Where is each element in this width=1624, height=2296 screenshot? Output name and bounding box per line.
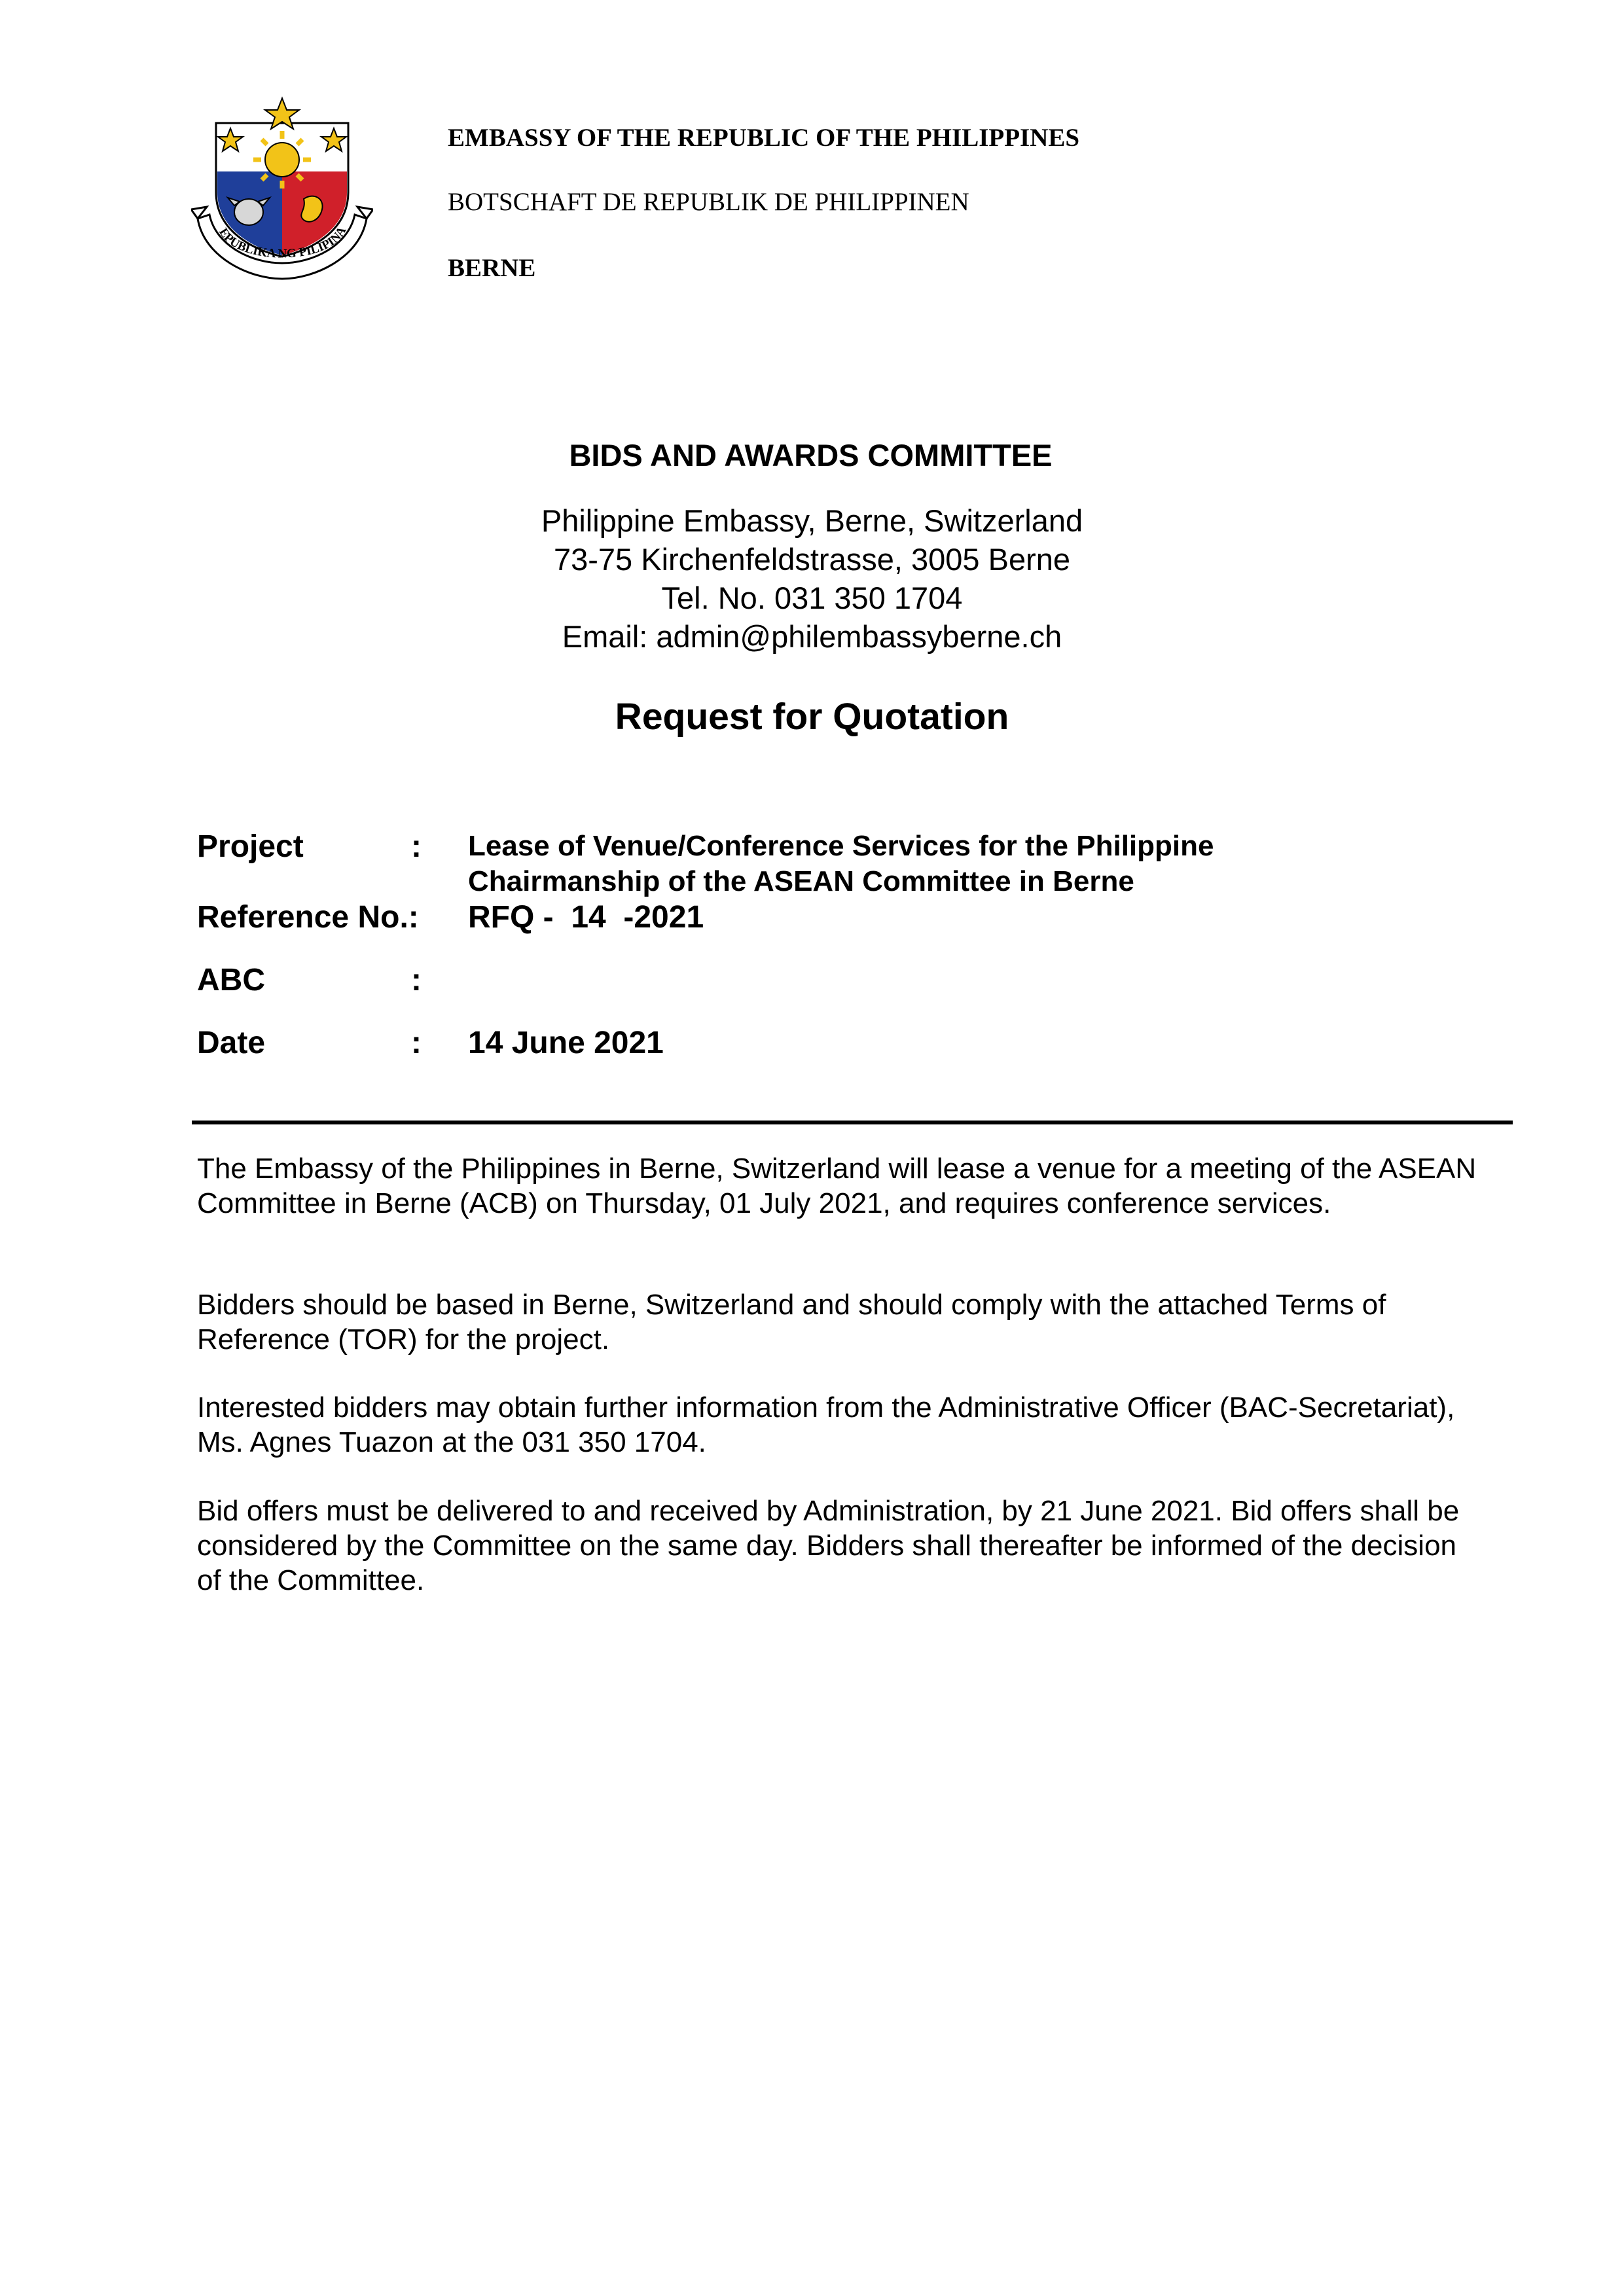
abc-colon: : [411,963,422,997]
email-line: Email: admin@philembassyberne.ch [562,619,1062,654]
abc-label: ABC [197,963,265,997]
body-paragraph-venue: The Embassy of the Philippines in Berne, Switzerland will lease a venue for a meeting of the ASEAN Committee in Berne (ACB) on Thursday, 01 July 2021, and requires conference services. [197,1153,1477,1219]
date-value: 14 June 2021 [468,1026,664,1060]
body-paragraph-bidders: Bidders should be based in Berne, Switzerland and should comply with the attached Terms of Reference (TOR) for the project. [197,1289,1386,1355]
embassy-name-german: BOTSCHAFT DE REPUBLIK DE PHILIPPINEN [448,188,969,216]
project-value-line2: Chairmanship of the ASEAN Committee in Berne [468,865,1134,897]
phone-line: Tel. No. 031 350 1704 [661,581,963,615]
body-paragraph-contact: Interested bidders may obtain further information from the Administrative Officer (BAC-Secretariat), Ms. Agnes Tuazon at the 031 350 1704. [197,1391,1455,1458]
address-line: 73-75 Kirchenfeldstrasse, 3005 Berne [553,542,1071,577]
document-title: Request for Quotation [615,696,1009,738]
reference-value: RFQ - 14 -2021 [468,900,704,935]
date-colon: : [411,1026,422,1060]
address-line: Philippine Embassy, Berne, Switzerland [541,503,1083,538]
horizontal-divider [192,1121,1513,1124]
committee-title: BIDS AND AWARDS COMMITTEE [569,438,1053,473]
embassy-name-english: EMBASSY OF THE REPUBLIC OF THE PHILIPPINES [448,124,1080,152]
project-colon: : [411,829,422,864]
project-label: Project [197,829,304,864]
project-value-line1: Lease of Venue/Conference Services for the Philippine [468,830,1214,862]
reference-label: Reference No.: [197,900,419,935]
embassy-city: BERNE [448,254,536,282]
svg-text:REPUBLIKA NG PILIPINAS: EPUBLIKA NG PILIPINA [216,224,350,261]
date-label: Date [197,1026,266,1060]
coat-of-arms-seal [191,94,373,284]
body-paragraph-deadline: Bid offers must be delivered to and received by Administration, by 21 June 2021. Bid offers shall be considered by the Committee on the same day. Bidders shall thereafter be informed of the decision of the Committee. [197,1495,1460,1596]
